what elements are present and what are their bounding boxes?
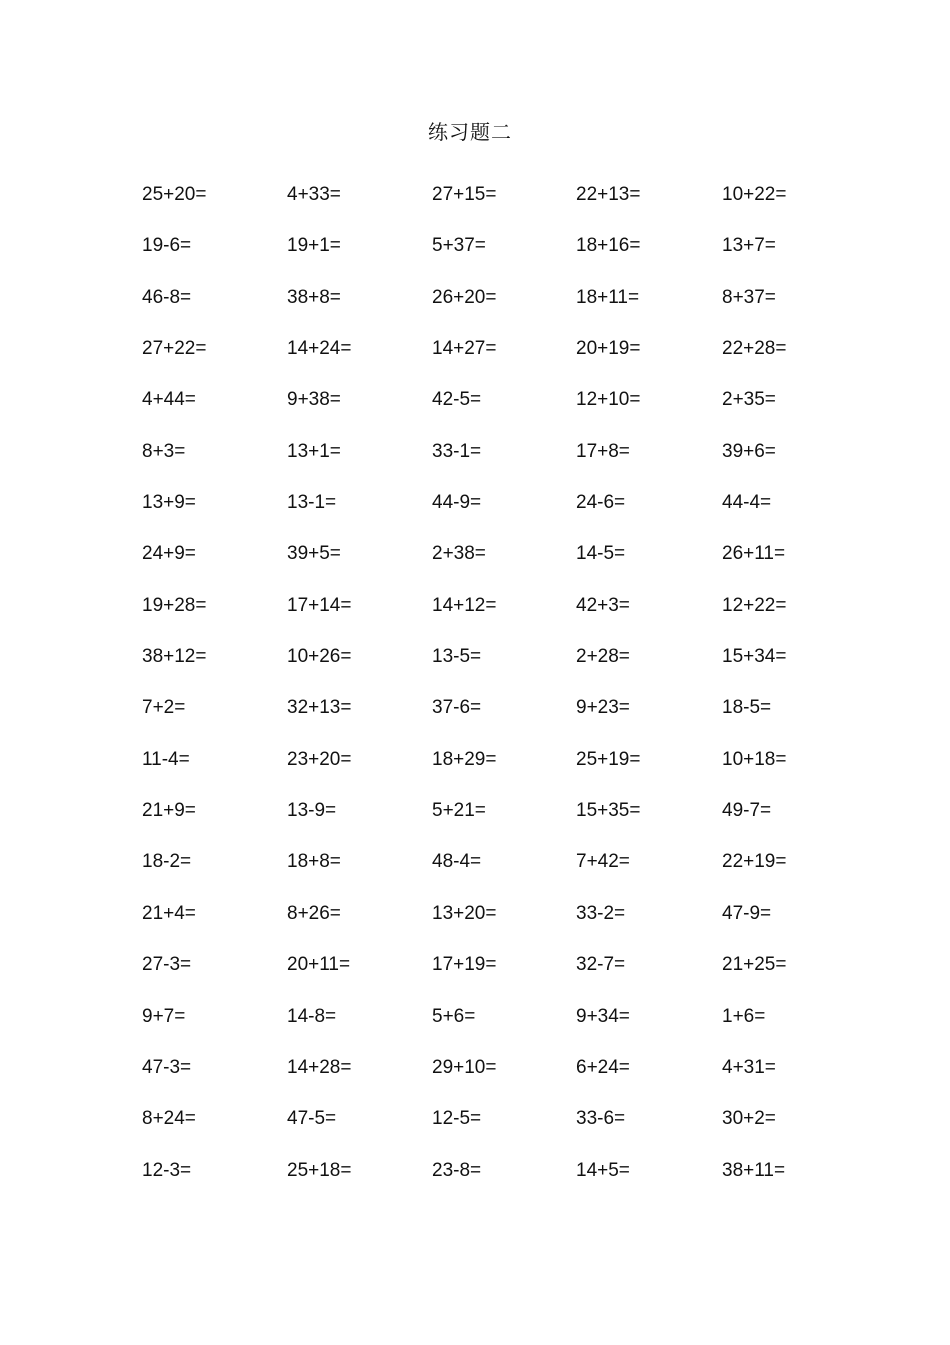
math-problem: 27-3=	[142, 954, 192, 976]
math-problem: 19+28=	[142, 594, 207, 616]
math-problem: 19-6=	[142, 235, 192, 257]
page-title: 练习题二	[428, 120, 512, 144]
math-problem: 13+1=	[287, 440, 341, 462]
math-problem: 47-3=	[142, 1056, 192, 1078]
math-problem: 18+29=	[432, 748, 497, 770]
math-problem: 44-4=	[722, 492, 772, 514]
math-problem: 12-5=	[432, 1108, 482, 1130]
math-problem: 39+6=	[722, 440, 776, 462]
math-problem: 8+37=	[722, 286, 776, 308]
math-problem: 18-2=	[142, 851, 192, 873]
math-problem: 4+44=	[142, 389, 196, 411]
math-problem: 21+9=	[142, 800, 196, 822]
math-problem: 14+28=	[287, 1056, 352, 1078]
math-problem: 19+1=	[287, 235, 341, 257]
math-problem: 46-8=	[142, 286, 192, 308]
math-problem: 29+10=	[432, 1056, 497, 1078]
math-problem: 38+11=	[722, 1159, 786, 1181]
math-problem: 26+11=	[722, 543, 786, 565]
math-problem: 11-4=	[142, 748, 190, 770]
math-problem: 12+10=	[576, 389, 641, 411]
math-problem: 4+33=	[287, 184, 341, 205]
math-problem: 21+25=	[722, 954, 787, 976]
math-problem: 33-1=	[432, 440, 482, 462]
math-problem: 25+19=	[576, 748, 641, 770]
math-problem: 2+38=	[432, 543, 486, 565]
math-problem: 42+3=	[576, 594, 630, 616]
math-problem: 18+16=	[576, 235, 641, 257]
math-problem: 14-8=	[287, 1005, 337, 1027]
math-problem: 9+7=	[142, 1005, 186, 1027]
math-problem: 21+4=	[142, 902, 196, 924]
math-problem: 20+19=	[576, 338, 641, 360]
math-problem: 13+9=	[142, 492, 196, 514]
math-problem: 22+13=	[576, 184, 641, 205]
math-problem: 13+20=	[432, 902, 497, 924]
math-problem: 8+26=	[287, 902, 341, 924]
math-problem: 18-5=	[722, 697, 772, 719]
problem-grid	[142, 181, 867, 1208]
math-problem: 38+8=	[287, 286, 341, 308]
math-problem: 33-6=	[576, 1108, 626, 1130]
math-problem: 5+37=	[432, 235, 486, 257]
math-problem: 17+14=	[287, 594, 352, 616]
math-problem: 4+31=	[722, 1056, 776, 1078]
math-problem: 18+11=	[576, 286, 640, 308]
math-problem: 24+9=	[142, 543, 196, 565]
math-problem: 5+21=	[432, 800, 486, 822]
math-problem: 12-3=	[142, 1159, 192, 1181]
math-problem: 10+22=	[722, 184, 787, 205]
math-problem: 2+28=	[576, 646, 630, 668]
math-problem: 15+34=	[722, 646, 787, 668]
math-problem: 33-2=	[576, 902, 626, 924]
math-problem: 49-7=	[722, 800, 772, 822]
math-problem: 23+20=	[287, 748, 352, 770]
math-problem: 2+35=	[722, 389, 776, 411]
math-problem: 27+15=	[432, 184, 497, 205]
math-problem: 9+34=	[576, 1005, 630, 1027]
math-problem: 14+12=	[432, 594, 497, 616]
math-problem: 22+28=	[722, 338, 787, 360]
math-problem: 8+3=	[142, 440, 186, 462]
math-problem: 7+42=	[576, 851, 630, 873]
math-problem: 38+12=	[142, 646, 207, 668]
math-problem: 26+20=	[432, 286, 497, 308]
math-problem: 17+8=	[576, 440, 630, 462]
math-problem: 15+35=	[576, 800, 641, 822]
math-problem: 14+27=	[432, 338, 497, 360]
math-problem: 48-4=	[432, 851, 482, 873]
math-problem: 37-6=	[432, 697, 482, 719]
math-problem: 13-1=	[287, 492, 337, 514]
math-problem: 7+2=	[142, 697, 186, 719]
math-problem: 14+24=	[287, 338, 352, 360]
math-problem: 18+8=	[287, 851, 341, 873]
math-problem: 12+22=	[722, 594, 787, 616]
math-problem: 25+18=	[287, 1159, 352, 1181]
math-problem: 1+6=	[722, 1005, 766, 1027]
math-problem: 27+22=	[142, 338, 207, 360]
math-problem: 9+38=	[287, 389, 341, 411]
math-problem: 13-9=	[287, 800, 337, 822]
math-problem: 47-5=	[287, 1108, 337, 1130]
math-problem: 14+5=	[576, 1159, 630, 1181]
math-problem: 10+18=	[722, 748, 787, 770]
math-problem: 23-8=	[432, 1159, 482, 1181]
math-problem: 5+6=	[432, 1005, 476, 1027]
math-problem: 6+24=	[576, 1056, 630, 1078]
math-problem: 9+23=	[576, 697, 630, 719]
math-problem: 25+20=	[142, 184, 207, 205]
math-problem: 13-5=	[432, 646, 482, 668]
math-problem: 20+11=	[287, 954, 351, 976]
math-problem: 39+5=	[287, 543, 341, 565]
math-problem: 32-7=	[576, 954, 626, 976]
math-problem: 22+19=	[722, 851, 787, 873]
math-problem: 17+19=	[432, 954, 497, 976]
math-problem: 8+24=	[142, 1108, 196, 1130]
math-problem: 10+26=	[287, 646, 352, 668]
math-problem: 14-5=	[576, 543, 626, 565]
math-problem: 13+7=	[722, 235, 776, 257]
math-problem: 42-5=	[432, 389, 482, 411]
math-problem: 32+13=	[287, 697, 352, 719]
math-problem: 44-9=	[432, 492, 482, 514]
math-problem: 24-6=	[576, 492, 626, 514]
math-problem: 47-9=	[722, 902, 772, 924]
math-problem: 30+2=	[722, 1108, 776, 1130]
